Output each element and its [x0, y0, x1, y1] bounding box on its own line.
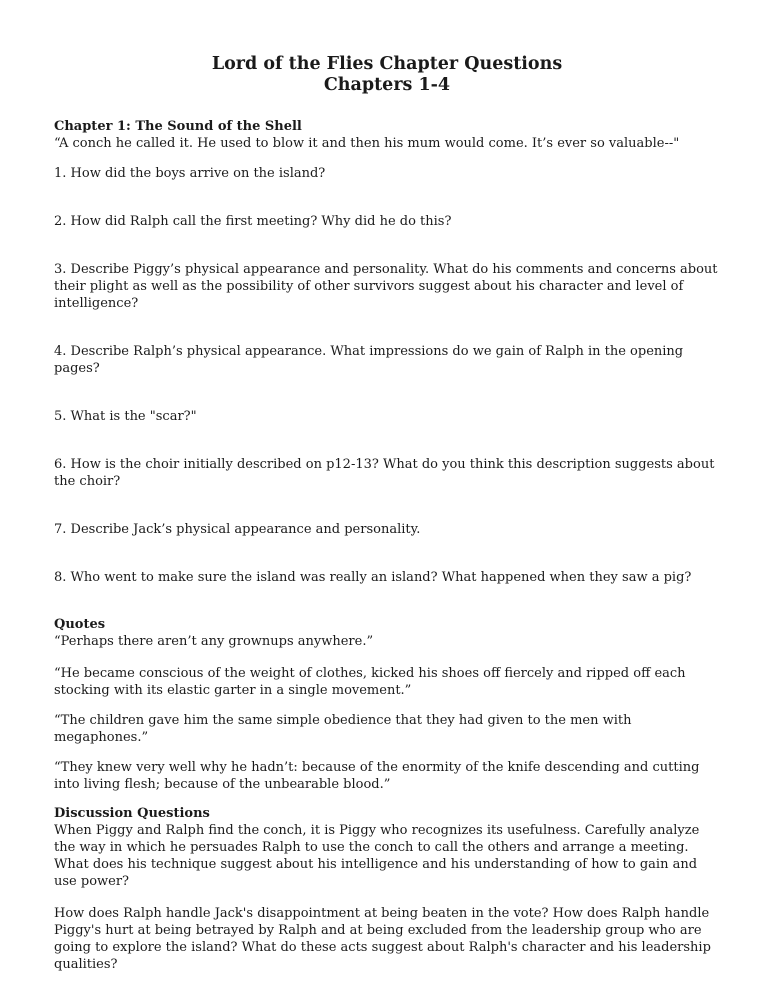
question-5: 5. What is the "scar?": [54, 409, 197, 424]
discussion-question-2: How does Ralph handle Jack's disappointment at being beaten in the vote? How does Ralph handle Piggy's hurt at being betrayed by Ralph and at being excluded from the leadership group who are going to explore the island? What do these acts suggest about Ralph's character and his leadership qualities?: [54, 906, 711, 972]
discussion-heading: Discussion Questions: [54, 806, 210, 821]
question-2: 2. How did Ralph call the first meeting? Why did he do this?: [54, 214, 452, 229]
quotes-heading: Quotes: [54, 617, 106, 632]
quote-4: “They knew very well why he hadn’t: because of the enormity of the knife descending and cutting into living flesh; because of the unbearable blood.”: [54, 760, 700, 792]
question-6: 6. How is the choir initially described on p12-13? What do you think this description suggests about the choir?: [54, 457, 715, 489]
chapter-1-epigraph: “A conch he called it. He used to blow it and then his mum would come. It’s ever so valuable--": [54, 136, 680, 151]
chapter-1-heading: Chapter 1: The Sound of the Shell: [54, 119, 302, 134]
quote-2: “He became conscious of the weight of clothes, kicked his shoes off fiercely and ripped off each stocking with its elastic garter in a single movement.”: [54, 666, 686, 698]
question-1: 1. How did the boys arrive on the island?: [54, 166, 326, 181]
document-page: [54, 54, 720, 988]
title-line-1: Lord of the Flies Chapter Questions: [211, 54, 563, 74]
discussion-question-1: When Piggy and Ralph find the conch, it is Piggy who recognizes its usefulness. Carefully analyze the way in which he persuades Ralph to use the conch to call the others and arrange a meeting. What does his technique suggest about his intelligence and his understanding of how to gain and use power?: [54, 823, 700, 889]
question-3: 3. Describe Piggy’s physical appearance and personality. What do his comments and concerns about their plight as well as the possibility of other survivors suggest about his character and level of intelligence?: [54, 262, 718, 311]
question-7: 7. Describe Jack’s physical appearance and personality.: [54, 522, 421, 537]
question-4: 4. Describe Ralph’s physical appearance. What impressions do we gain of Ralph in the opening pages?: [54, 344, 684, 376]
document-title: [54, 54, 720, 96]
title-line-2: Chapters 1-4: [323, 75, 451, 95]
question-8: 8. Who went to make sure the island was really an island? What happened when they saw a pig?: [54, 570, 692, 585]
quote-3: “The children gave him the same simple obedience that they had given to the men with megaphones.”: [54, 713, 632, 745]
quote-1: “Perhaps there aren’t any grownups anywhere.”: [54, 634, 374, 649]
